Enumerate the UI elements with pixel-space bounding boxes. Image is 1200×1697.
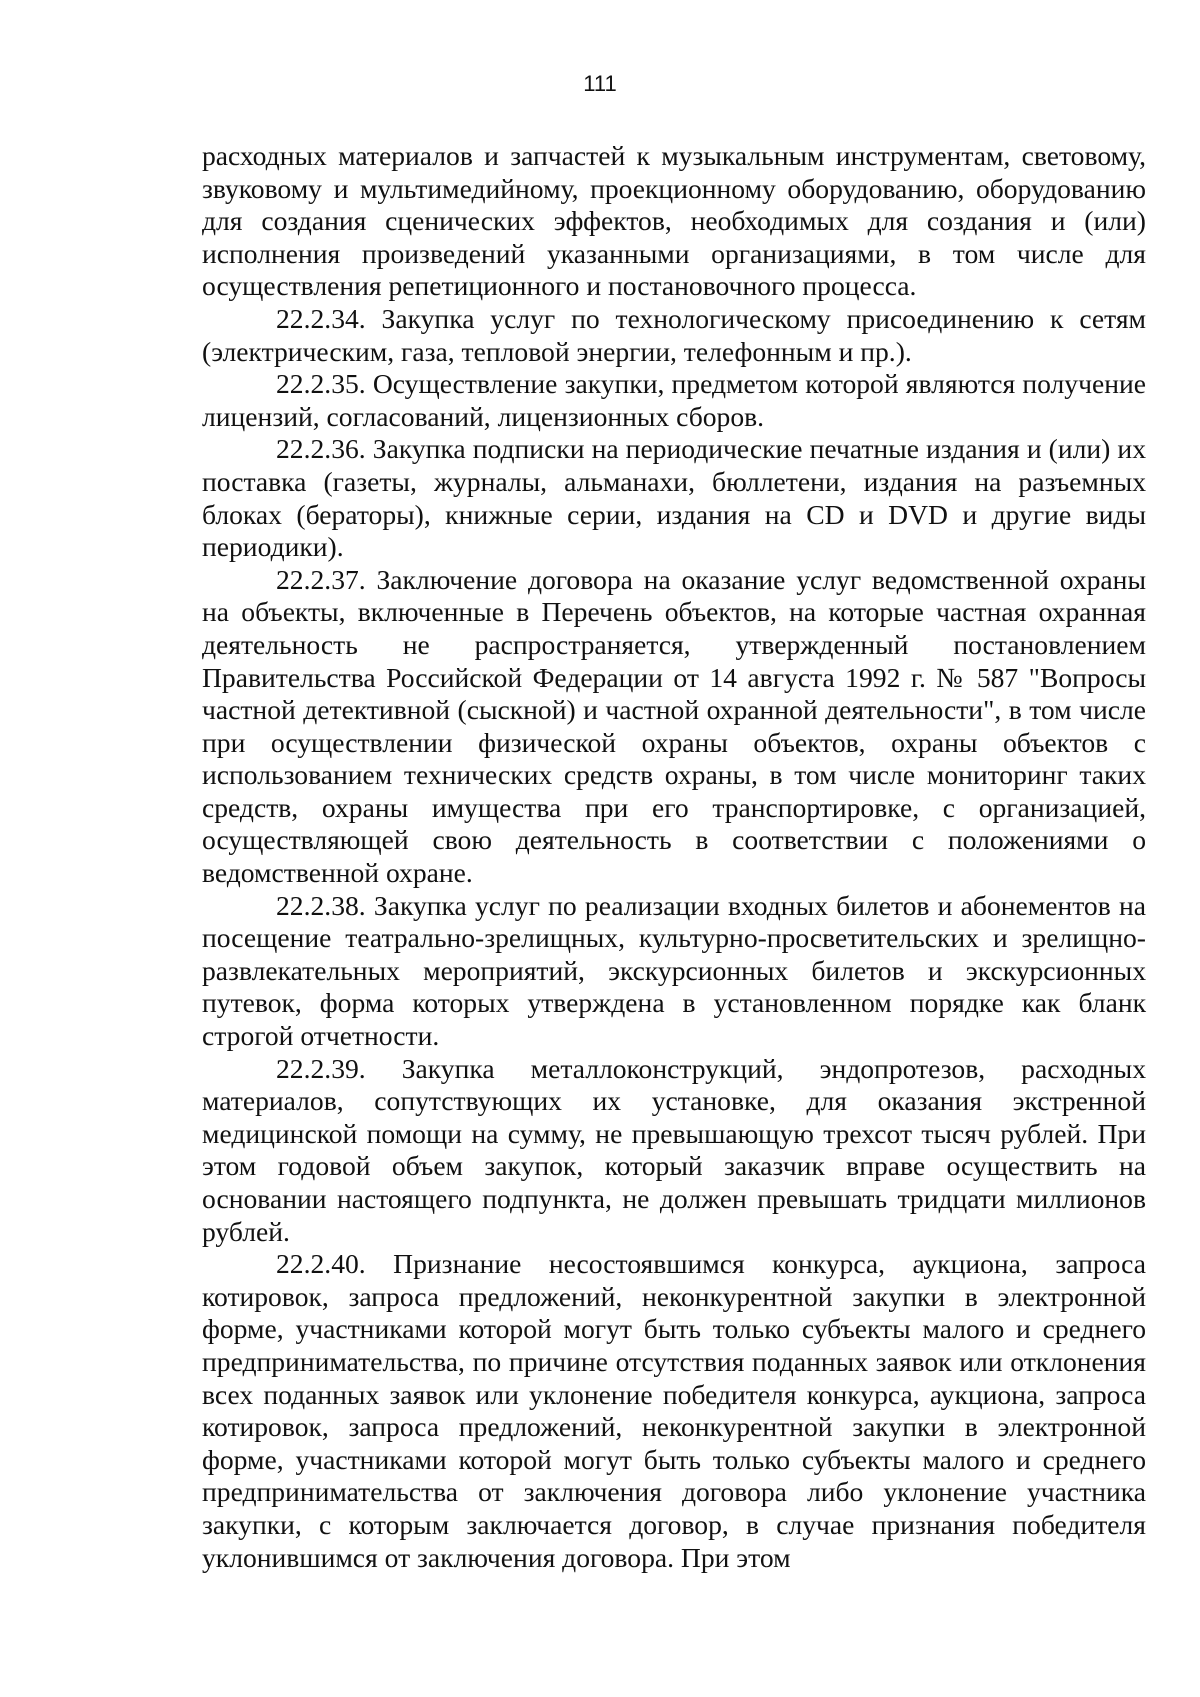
page-number: 111 xyxy=(583,71,617,96)
paragraph-22-2-39: 22.2.39. Закупка металлоконструкций, эндопротезов, расходных материалов, сопутствующих их установке, для оказания экстренной медицинской помощи на сумму, не превышающую трехсот тысяч рублей. При этом годовой объем закупок, который заказчик вправе осуществить на основании настоящего подпункта, не должен превышать тридцати миллионов рублей. xyxy=(202,1052,1146,1247)
paragraph-22-2-38: 22.2.38. Закупка услуг по реализации входных билетов и абонементов на посещение театрально-зрелищных, культурно-просветительских и зрелищно-развлекательных мероприятий, экскурсионных билетов и экскурсионных путевок, форма которых утверждена в установленном порядке как бланк строгой отчетности. xyxy=(202,889,1146,1052)
document-body xyxy=(202,140,1146,1574)
paragraph-22-2-35: 22.2.35. Осуществление закупки, предметом которой являются получение лицензий, согласований, лицензионных сборов. xyxy=(202,368,1146,432)
paragraph-22-2-36: 22.2.36. Закупка подписки на периодические печатные издания и (или) их поставка (газеты, журналы, альманахи, бюллетени, издания на разъемных блоках (бераторы), книжные серии, издания на CD и DVD и другие виды периодики). xyxy=(202,433,1146,563)
paragraph-continuation: расходных материалов и запчастей к музыкальным инструментам, световому, звуковому и мультимедийному, проекционному оборудованию, оборудованию для создания сценических эффектов, необходимых для создания и (или) исполнения произведений указанными организациями, в том числе для осуществления репетиционного и постановочного процесса. xyxy=(202,140,1146,302)
paragraph-22-2-40: 22.2.40. Признание несостоявшимся конкурса, аукциона, запроса котировок, запроса предложений, неконкурентной закупки в электронной форме, участниками которой могут быть только субъекты малого и среднего предпринимательства, по причине отсутствия поданных заявок или отклонения всех поданных заявок или уклонение победителя конкурса, аукциона, запроса котировок, запроса предложений, неконкурентной закупки в электронной форме, участниками которой могут быть только субъекты малого и среднего предпринимательства от заключения договора либо уклонение участника закупки, с которым заключается договор, в случае признания победителя уклонившимся от заключения договора. При этом xyxy=(202,1248,1146,1573)
paragraph-22-2-34: 22.2.34. Закупка услуг по технологическому присоединению к сетям (электрическим, газа, тепловой энергии, телефонным и пр.). xyxy=(202,302,1146,367)
paragraph-22-2-37: 22.2.37. Заключение договора на оказание услуг ведомственной охраны на объекты, включенные в Перечень объектов, на которые частная охранная деятельность не распространяется, утвержденный постановлением Правительства Российской Федерации от 14 августа 1992 г. № 587 "Вопросы частной детективной (сыскной) и частной охранной деятельности", в том числе при осуществлении физической охраны объектов, охраны объектов с использованием технических средств охраны, в том числе мониторинг таких средств, охраны имущества при его транспортировке, с организацией, осуществляющей свою деятельность в соответствии с положениями о ведомственной охране. xyxy=(202,563,1146,889)
